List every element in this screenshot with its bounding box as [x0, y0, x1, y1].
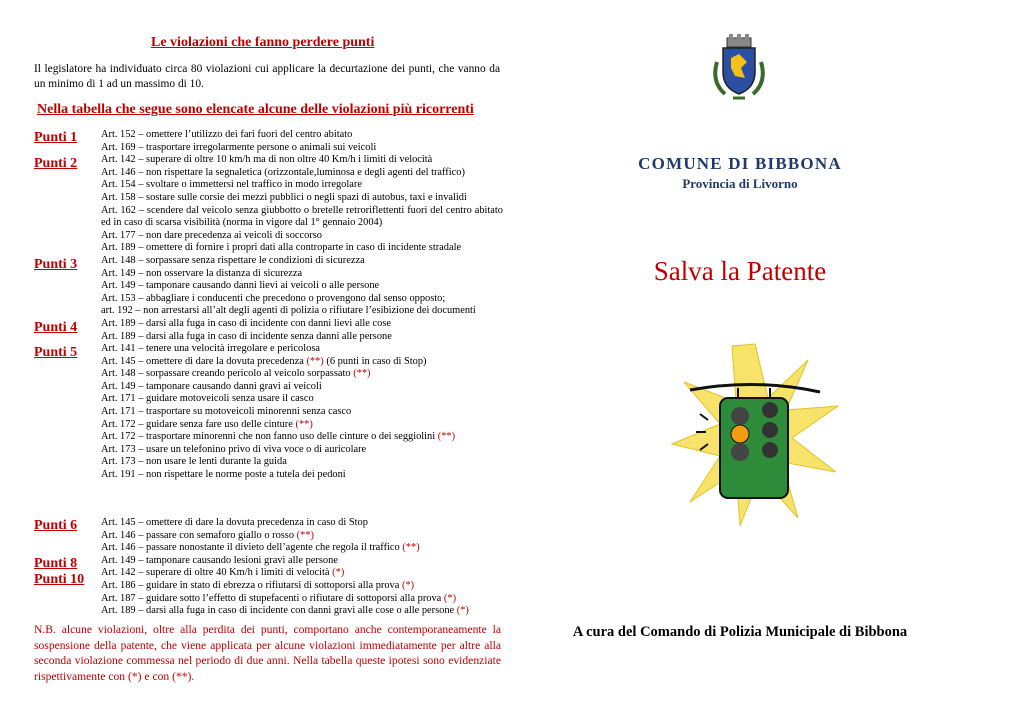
group-label-punti-10: Punti 10: [34, 572, 85, 587]
suspension-marker: (**): [353, 368, 371, 380]
violations-list-1: [101, 129, 503, 482]
comune-title: COMUNE DI BIBBONA: [638, 154, 842, 173]
list-item: Art. 146 – non rispettare la segnaletica (orizzontale,luminosa e degli agenti del traffico): [101, 166, 465, 178]
list-item: Art. 152 – omettere l’utilizzo dei fari fuori del centro abitato: [101, 129, 353, 140]
list-item: Art. 177 – non dare precedenza ai veicoli di soccorso: [101, 229, 323, 241]
group-label-punti-2: Punti 2: [34, 156, 78, 171]
list-item: Art. 146 – passare con semaforo giallo o rosso (**): [101, 529, 314, 541]
footer-credit: A cura del Comando di Polizia Municipale di Bibbona: [572, 624, 908, 640]
intro-paragraph: Il legislatore ha individuato circa 80 violazioni cui applicare la decurtazione dei punti, che vanno da un minimo di 1 ad un massimo di 10.: [34, 63, 500, 90]
list-item: Art. 171 – trasportare su motoveicoli minorenni senza casco: [101, 406, 352, 418]
violations-list-2: [101, 517, 503, 618]
nb-note: N.B. alcune violazioni, oltre alla perdita dei punti, comportano anche contemporaneamente la sospensione della patente, che viene applicata per alcune violazioni immediatamente per altre alla seconda violazione commessa nel periodo di due anni. Nella tabella queste ipotesi sono evidenziate rispettivamente con (*) e con (**).: [34, 623, 501, 683]
coat-of-arms-icon: [707, 32, 771, 104]
list-item: Art. 187 – guidare sotto l’effetto di stupefacenti o rifiutare di sottoporsi alla prova (*): [101, 592, 457, 604]
list-item: Art. 142 – superare di oltre 40 Km/h i limiti di velocità (*): [101, 567, 345, 579]
list-item: Art. 186 – guidare in stato di ebrezza o rifiutarsi di sottoporsi alla prova (*): [101, 579, 415, 591]
group-label-punti-1: Punti 1: [34, 130, 78, 145]
provincia-label: Provincia di Livorno: [682, 176, 798, 191]
list-item: art. 192 – non arrestarsi all’alt degli agenti di polizia o rifiutare l’esibizione dei documenti: [101, 305, 476, 317]
group-label-punti-3: Punti 3: [34, 257, 78, 272]
list-item: Art. 162 – scendere dal veicolo senza giubbotto o bretelle retroriflettenti fuori del centro abitato ed in caso di scarsa visibilità (norma in vigore dal 1° gennaio 2004): [101, 204, 503, 229]
list-item: Art. 171 – guidare motoveicoli senza usare il casco: [101, 393, 314, 405]
suspension-marker: (**): [402, 542, 420, 554]
suspension-marker: (*): [401, 579, 415, 591]
list-item: Art. 145 – omettere di dare la dovuta precedenza (**) (6 punti in caso di Stop): [101, 355, 427, 367]
list-item: Art. 154 – svoltare o immettersi nel traffico in modo irregolare: [101, 179, 362, 191]
group-label-punti-4: Punti 4: [34, 320, 78, 335]
suspension-marker: (*): [456, 605, 469, 617]
list-item: Art. 189 – omettere di fornire i propri dati alla controparte in caso di incidente stradale: [101, 242, 462, 254]
list-item: Art. 191 – non rispettare le norme poste a tutela dei pedoni: [101, 469, 346, 481]
list-item: Art. 149 – tamponare causando danni lievi ai veicoli o alle persone: [101, 280, 380, 292]
suspension-marker: (*): [443, 592, 457, 604]
list-item: Art. 141 – tenere una velocità irregolare e pericolosa: [101, 343, 320, 355]
list-item: Art. 146 – passare nonostante il divieto dell’agente che regola il traffico (**): [101, 542, 420, 554]
suspension-marker: (**): [437, 431, 456, 443]
table-subheading: Nella tabella che segue sono elencate alcune delle violazioni più ricorrenti: [37, 102, 474, 117]
suspension-marker: (**): [295, 418, 313, 430]
list-item: Art. 142 – superare di oltre 10 km/h ma di non oltre 40 Km/h i limiti di velocità: [101, 154, 433, 166]
list-item: Art. 173 – non usare le lenti durante la guida: [101, 456, 287, 468]
list-item: Art. 189 – darsi alla fuga in caso di incidente con danni gravi alle cose o alle persone (*): [101, 605, 469, 617]
suspension-marker: (*): [332, 567, 345, 579]
group-label-punti-5: Punti 5: [34, 345, 78, 360]
list-item: Art. 189 – darsi alla fuga in caso di incidente senza danni alle persone: [101, 330, 392, 342]
list-item: Art. 169 – trasportare irregolarmente persone o animali sui veicoli: [101, 141, 377, 153]
group-label-punti-6: Punti 6: [34, 518, 78, 533]
group-label-punti-8: Punti 8: [34, 556, 78, 571]
section-heading: Le violazioni che fanno perdere punti: [151, 35, 375, 50]
list-item: Art. 173 – usare un telefonino privo di viva voce o di auricolare: [101, 443, 367, 455]
brochure-title: Salva la Patente: [653, 256, 827, 286]
list-item: Art. 149 – non osservare la distanza di sicurezza: [101, 267, 303, 279]
traffic-light-icon: [670, 340, 840, 530]
list-item: Art. 172 – guidare senza fare uso delle cinture (**): [101, 418, 313, 430]
list-item: Art. 158 – sostare sulle corsie dei mezzi pubblici o negli spazi di autobus, taxi e invalidi: [101, 191, 467, 203]
list-item: Art. 172 – trasportare minorenni che non fanno uso delle cinture o dei seggiolini (**): [101, 431, 456, 443]
list-item: Art. 149 – tamponare causando lesioni gravi alle persone: [101, 554, 338, 566]
list-item: Art. 148 – sorpassare creando pericolo al veicolo sorpassato (**): [101, 368, 371, 380]
suspension-marker: (**): [296, 529, 314, 541]
list-item: Art. 153 – abbagliare i conducenti che precedono o provengono dal senso opposto;: [101, 292, 446, 304]
suspension-marker: (**): [306, 355, 324, 367]
list-item: Art. 148 – sorpassare senza rispettare le condizioni di sicurezza: [101, 254, 365, 266]
list-item: Art. 189 – darsi alla fuga in caso di incidente con danni lievi alle cose: [101, 317, 391, 329]
list-item: Art. 145 – omettere di dare la dovuta precedenza in caso di Stop: [101, 517, 368, 528]
list-item: Art. 149 – tamponare causando danni gravi ai veicoli: [101, 380, 322, 392]
